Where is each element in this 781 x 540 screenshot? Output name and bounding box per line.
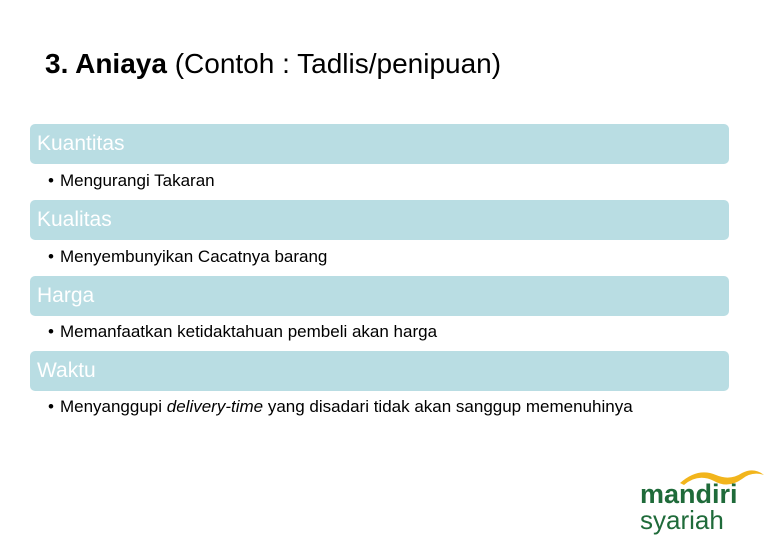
bullet-dot: • xyxy=(48,247,54,266)
section-header-kualitas xyxy=(30,200,729,240)
bullet-text-post: yang disadari tidak akan sanggup memenuhinya xyxy=(263,397,633,416)
bullet-dot: • xyxy=(48,397,54,416)
bullet-dot: • xyxy=(48,322,54,341)
slide-title xyxy=(45,48,501,80)
logo-line2: syariah xyxy=(640,505,724,535)
section-header-waktu xyxy=(30,351,729,391)
bullet-item xyxy=(48,322,437,342)
slide-title-bold: 3. Aniaya xyxy=(45,48,167,79)
bullet-item xyxy=(48,171,215,191)
logo-line1: mandiri xyxy=(640,479,738,509)
section-label: Harga xyxy=(37,284,95,307)
section-header-kuantitas xyxy=(30,124,729,164)
section-label: Kualitas xyxy=(37,208,112,231)
mandiri-syariah-logo xyxy=(638,465,768,535)
bullet-text: Mengurangi Takaran xyxy=(59,171,215,190)
bullet-text-pre: Menyanggupi xyxy=(59,397,167,416)
bullet-item xyxy=(48,247,327,267)
slide-title-rest: (Contoh : Tadlis/penipuan) xyxy=(166,48,502,79)
bullet-text: Menyembunyikan Cacatnya barang xyxy=(59,247,328,266)
section-label: Kuantitas xyxy=(37,132,125,155)
section-header-harga xyxy=(30,276,729,316)
section-label: Waktu xyxy=(37,359,96,382)
bullet-dot: • xyxy=(48,171,54,190)
bullet-text: Memanfaatkan ketidaktahuan pembeli akan harga xyxy=(59,322,438,341)
bullet-text-italic: delivery-time xyxy=(166,397,264,416)
bullet-item xyxy=(48,397,633,417)
